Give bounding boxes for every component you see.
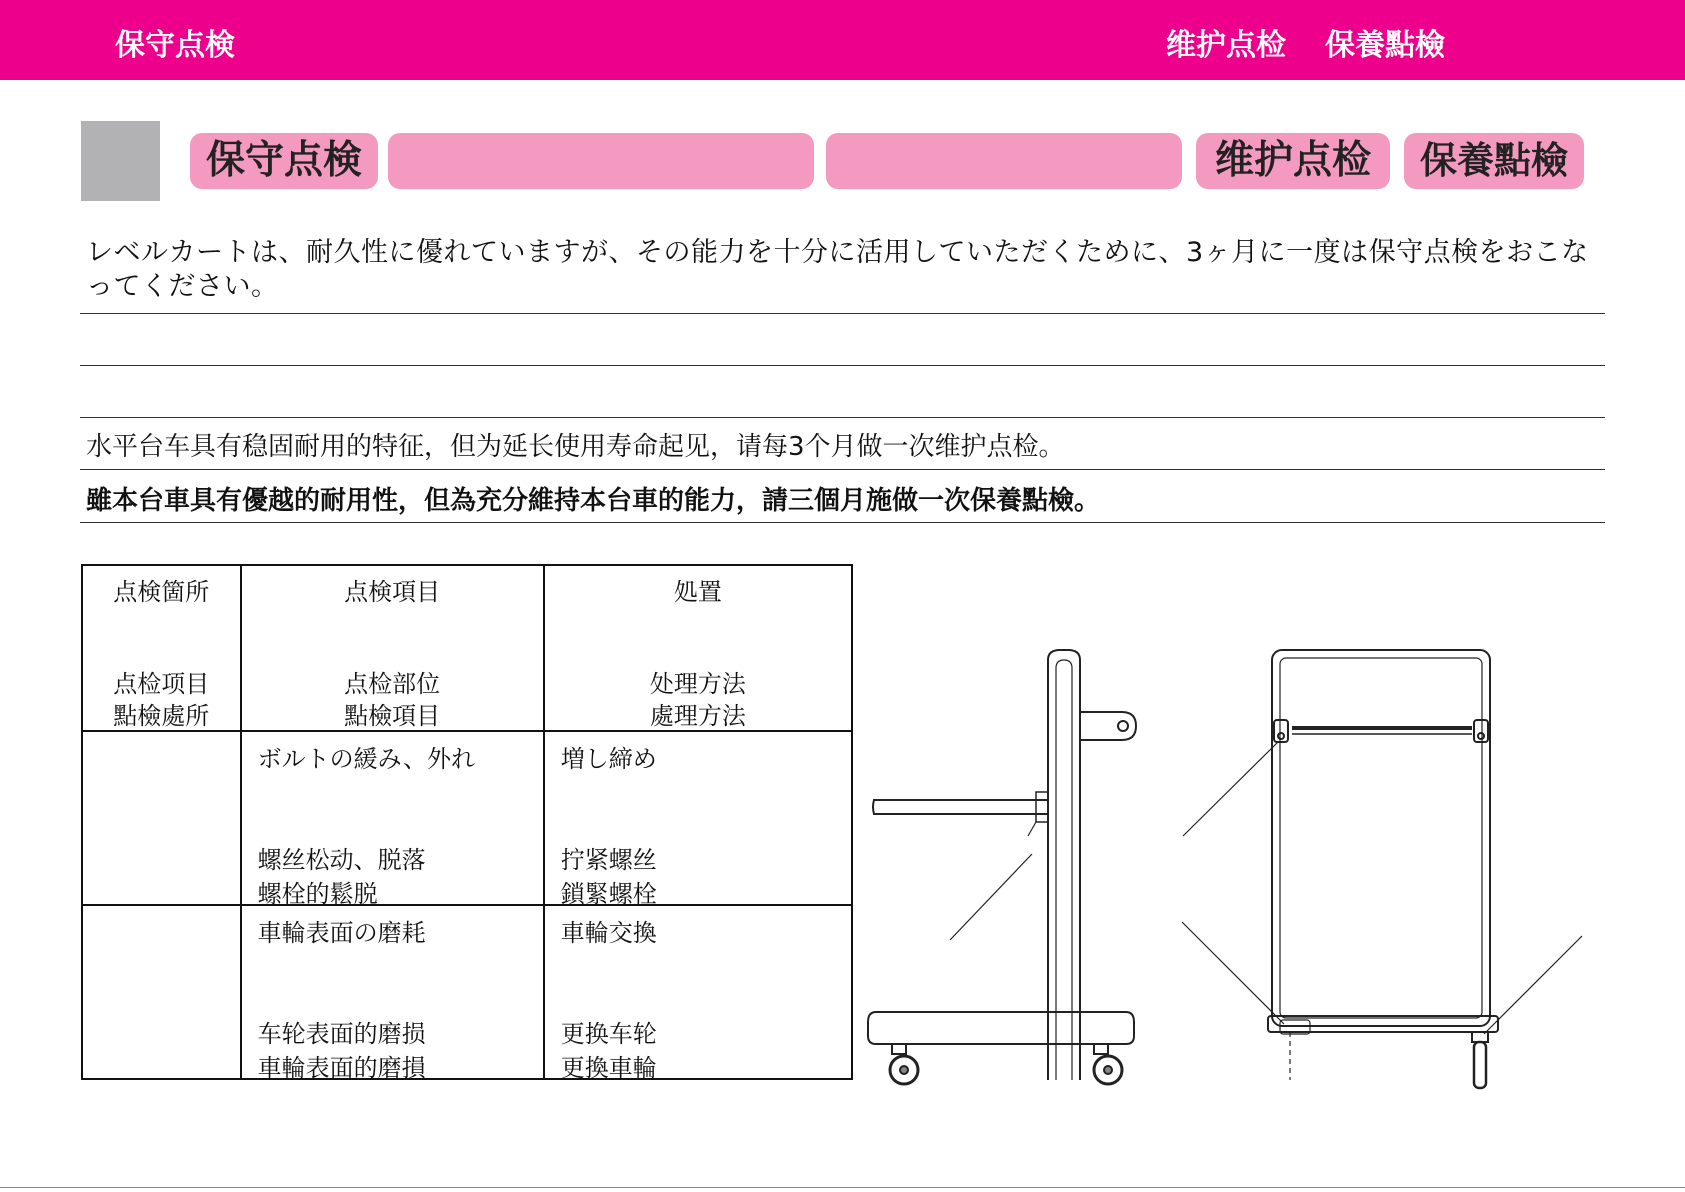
header-label-zh-t: 處理方法 (649, 702, 746, 730)
action-zh-t: 更換車輪 (560, 1054, 657, 1082)
item-cell (241, 731, 544, 908)
location-cell (82, 905, 241, 1079)
header-cell-item (241, 565, 544, 731)
header-title-zh-s: 维护点检 (1166, 28, 1286, 63)
header-label-ja: 処置 (673, 578, 722, 606)
item-ja: ボルトの緩み、外れ (257, 745, 476, 773)
section-title-blank-1 (388, 133, 814, 189)
item-zh-s: 车轮表面的磨损 (257, 1020, 426, 1048)
header-label-zh-s: 处理方法 (649, 670, 746, 698)
page-bottom-edge (0, 1187, 1685, 1188)
cart-illustration (860, 640, 1600, 1100)
action-zh-t: 鎖緊螺栓 (560, 880, 657, 908)
section-title-blank-2 (826, 133, 1182, 189)
item-zh-t: 螺栓的鬆脱 (257, 880, 378, 908)
header-title-ja: 保守点検 (115, 28, 235, 63)
header-label-zh-t: 點檢處所 (113, 702, 210, 730)
header-title-zh-t: 保養點檢 (1325, 28, 1445, 63)
header-cell-location (82, 565, 241, 731)
divider (80, 522, 1605, 523)
maintenance-table (81, 564, 853, 1080)
header-cell-action (544, 565, 852, 731)
cart-side-view (868, 650, 1136, 1084)
divider (80, 469, 1605, 470)
header-label-ja: 点検箇所 (113, 578, 210, 606)
divider (80, 313, 1605, 314)
item-cell (241, 905, 544, 1082)
header-label-zh-s: 点检项目 (113, 670, 210, 698)
header-label-zh-t: 點檢項目 (344, 702, 441, 730)
table-row (82, 905, 852, 1079)
action-ja: 増し締め (560, 745, 657, 773)
intro-text-zh-s: 水平台车具有稳固耐用的特征，但为延长使用寿命起见，请每3个月做一次维护点检。 (86, 432, 1065, 462)
divider (80, 417, 1605, 418)
cart-front-view (1182, 650, 1582, 1088)
action-cell (544, 731, 852, 908)
table-header-row (82, 565, 852, 731)
action-zh-s: 更换车轮 (560, 1020, 657, 1048)
divider (80, 365, 1605, 366)
section-title-zh-t: 保養點檢 (1404, 133, 1584, 189)
item-ja: 車輪表面の磨耗 (257, 919, 426, 947)
intro-text-zh-t: 雖本台車具有優越的耐用性，但為充分維持本台車的能力，請三個月施做一次保養點檢。 (86, 486, 1101, 516)
action-zh-s: 拧紧螺丝 (560, 846, 657, 874)
section-title-ja: 保守点検 (190, 133, 378, 189)
item-zh-t: 車輪表面的磨損 (257, 1054, 426, 1082)
section-title-zh-s: 维护点检 (1196, 133, 1390, 189)
header-bar (0, 0, 1685, 80)
header-label-ja: 点検項目 (344, 578, 441, 606)
location-cell (82, 731, 241, 905)
header-label-zh-s: 点检部位 (344, 670, 441, 698)
intro-text-ja: レベルカートは、耐久性に優れていますが、その能力を十分に活用していただくために、3ヶ月に一度は保守点検をおこなってください。 (86, 237, 1589, 302)
action-cell (544, 905, 852, 1082)
section-marker (81, 121, 160, 201)
action-ja: 車輪交換 (560, 919, 657, 947)
table-row (82, 731, 852, 905)
item-zh-s: 螺丝松动、脱落 (257, 846, 426, 874)
